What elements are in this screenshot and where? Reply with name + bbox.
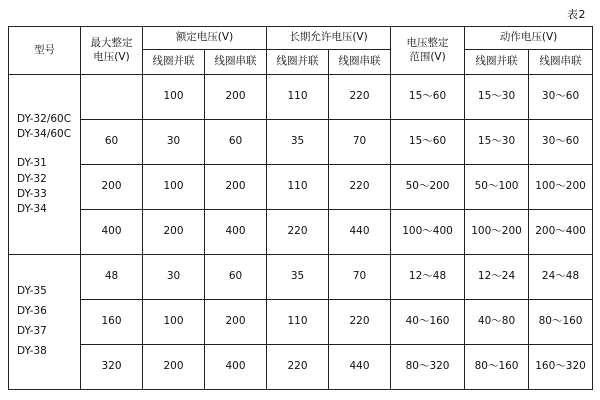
header-action-series: 线圈串联 xyxy=(529,50,593,75)
model-label: DY-34 xyxy=(17,202,47,215)
cell-max-set: 320 xyxy=(81,345,143,390)
cell-rated-series: 400 xyxy=(205,210,267,255)
model-label: DY-32/60C xyxy=(17,112,72,125)
cell-rated-parallel: 200 xyxy=(143,345,205,390)
cell-long-parallel: 110 xyxy=(267,75,329,120)
cell-range: 15～60 xyxy=(391,75,465,120)
model-label: DY-37 xyxy=(17,325,47,337)
cell-max-set: 160 xyxy=(81,300,143,345)
cell-range: 12～48 xyxy=(391,255,465,300)
cell-rated-parallel: 100 xyxy=(143,300,205,345)
cell-range: 80～320 xyxy=(391,345,465,390)
header-action-parallel: 线圈并联 xyxy=(465,50,529,75)
cell-action-parallel: 15～30 xyxy=(465,75,529,120)
header-model: 型号 xyxy=(9,27,81,75)
header-long-parallel: 线圈并联 xyxy=(267,50,329,75)
cell-range: 15～60 xyxy=(391,120,465,165)
model-label: DY-38 xyxy=(17,344,47,357)
cell-long-series: 220 xyxy=(329,165,391,210)
cell-long-series: 70 xyxy=(329,255,391,300)
cell-action-series: 200～400 xyxy=(529,210,593,255)
cell-action-series: 30～60 xyxy=(529,120,593,165)
cell-action-parallel: 80～160 xyxy=(465,345,529,390)
model-label: DY-34/60C xyxy=(17,128,72,141)
model-label: DY-31 xyxy=(17,157,47,170)
header-action-voltage-group: 动作电压(V) xyxy=(465,27,593,50)
cell-long-series: 440 xyxy=(329,210,391,255)
table-row xyxy=(9,120,593,165)
cell-max-set: 60 xyxy=(81,120,143,165)
cell-long-series: 440 xyxy=(329,345,391,390)
cell-long-parallel: 220 xyxy=(267,345,329,390)
model-group-cell-2 xyxy=(9,255,81,390)
header-rated-voltage-group: 额定电压(V) xyxy=(143,27,267,50)
cell-rated-parallel: 30 xyxy=(143,255,205,300)
model-label: DY-33 xyxy=(17,187,47,200)
header-rated-series: 线圈串联 xyxy=(205,50,267,75)
header-row-groups xyxy=(9,27,593,50)
table-row xyxy=(9,345,593,390)
table-row xyxy=(9,165,593,210)
cell-action-series: 100～200 xyxy=(529,165,593,210)
cell-rated-series: 200 xyxy=(205,75,267,120)
cell-long-parallel: 110 xyxy=(267,165,329,210)
cell-action-series: 80～160 xyxy=(529,300,593,345)
cell-max-set: 48 xyxy=(81,255,143,300)
table-row xyxy=(9,255,593,300)
cell-rated-parallel: 100 xyxy=(143,165,205,210)
model-label: DY-32 xyxy=(17,172,47,185)
model-group-cell-1 xyxy=(9,75,81,255)
cell-long-parallel: 35 xyxy=(267,120,329,165)
table-caption: 表2 xyxy=(567,8,586,21)
cell-rated-series: 60 xyxy=(205,255,267,300)
cell-rated-parallel: 200 xyxy=(143,210,205,255)
table-body xyxy=(9,75,593,390)
cell-long-parallel: 110 xyxy=(267,300,329,345)
cell-action-parallel: 15～30 xyxy=(465,120,529,165)
cell-long-parallel: 220 xyxy=(267,210,329,255)
relay-voltage-spec-table xyxy=(8,26,593,390)
cell-action-parallel: 12～24 xyxy=(465,255,529,300)
cell-rated-series: 200 xyxy=(205,165,267,210)
cell-max-set xyxy=(81,75,143,120)
cell-action-parallel: 40～80 xyxy=(465,300,529,345)
header-long-series: 线圈串联 xyxy=(329,50,391,75)
spec-table-container xyxy=(8,26,592,390)
header-long-term-voltage-group: 长期允许电压(V) xyxy=(267,27,391,50)
header-max-set-voltage: 最大整定 电压(V) xyxy=(81,27,143,75)
cell-rated-parallel: 30 xyxy=(143,120,205,165)
header-setting-range: 电压整定 范围(V) xyxy=(391,27,465,75)
model-label: DY-35 xyxy=(17,285,47,298)
cell-rated-series: 200 xyxy=(205,300,267,345)
cell-long-series: 70 xyxy=(329,120,391,165)
cell-rated-series: 400 xyxy=(205,345,267,390)
cell-max-set: 200 xyxy=(81,165,143,210)
cell-action-parallel: 50～100 xyxy=(465,165,529,210)
cell-action-series: 160～320 xyxy=(529,345,593,390)
model-label: DY-36 xyxy=(17,305,47,318)
cell-range: 100～400 xyxy=(391,210,465,255)
table-header xyxy=(9,27,593,75)
header-rated-parallel: 线圈并联 xyxy=(143,50,205,75)
cell-range: 50～200 xyxy=(391,165,465,210)
cell-long-series: 220 xyxy=(329,300,391,345)
cell-long-parallel: 35 xyxy=(267,255,329,300)
cell-action-series: 24～48 xyxy=(529,255,593,300)
cell-max-set: 400 xyxy=(81,210,143,255)
table-row xyxy=(9,300,593,345)
table-row xyxy=(9,75,593,120)
cell-action-parallel: 100～200 xyxy=(465,210,529,255)
cell-rated-series: 60 xyxy=(205,120,267,165)
cell-long-series: 220 xyxy=(329,75,391,120)
table-row xyxy=(9,210,593,255)
cell-action-series: 30～60 xyxy=(529,75,593,120)
cell-range: 40～160 xyxy=(391,300,465,345)
cell-rated-parallel: 100 xyxy=(143,75,205,120)
